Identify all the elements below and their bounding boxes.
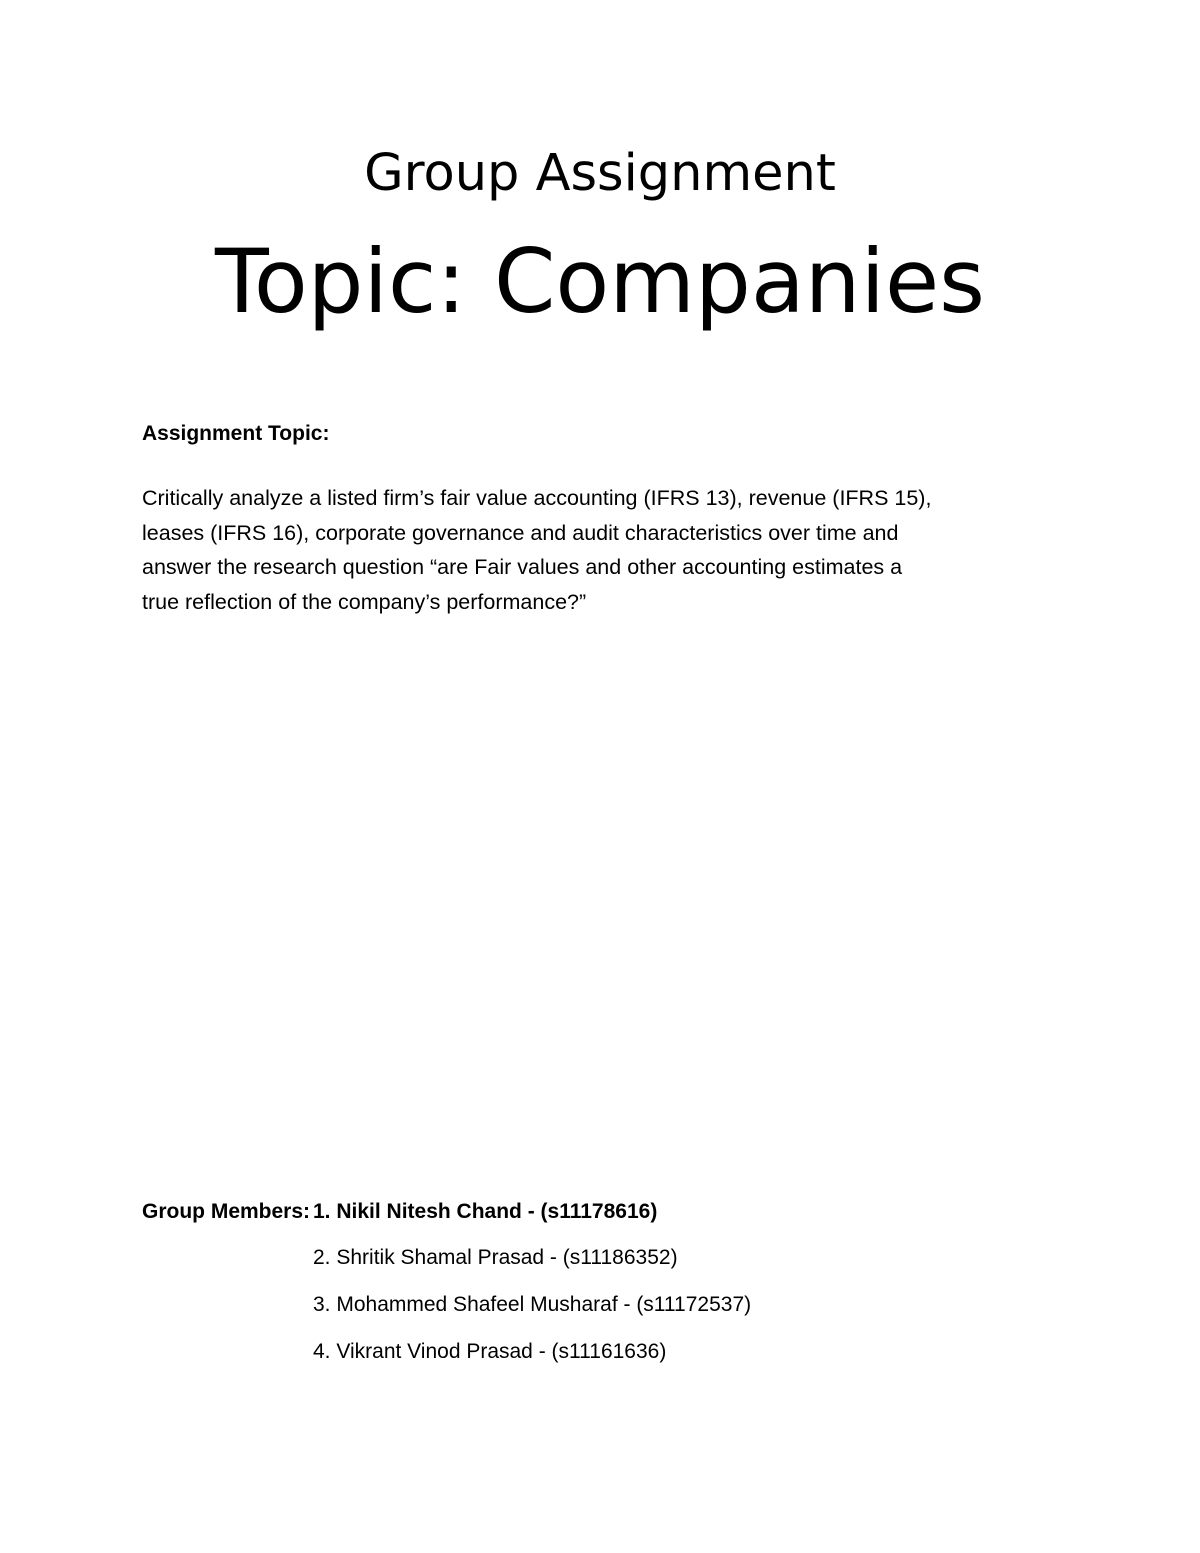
member-entry: 2. Shritik Shamal Prasad - (s11186352) bbox=[313, 1246, 678, 1269]
assignment-topic-paragraph bbox=[142, 481, 1082, 619]
paragraph-line: answer the research question “are Fair values and other accounting estimates a bbox=[142, 555, 903, 579]
assignment-topic-label: Assignment Topic: bbox=[142, 422, 330, 445]
group-member-item bbox=[313, 1244, 678, 1272]
paragraph-line: true reflection of the company’s performance?” bbox=[142, 589, 587, 614]
document-title: Group Assignment bbox=[364, 144, 836, 203]
member-entry: 3. Mohammed Shafeel Musharaf - (s11172537) bbox=[313, 1293, 752, 1316]
document-subtitle: Topic: Companies bbox=[215, 230, 985, 333]
group-member-item bbox=[313, 1291, 751, 1319]
paragraph-line: Critically analyze a listed firm’s fair value accounting (IFRS 13), revenue (IFRS 15), bbox=[142, 486, 932, 510]
group-member-item bbox=[313, 1198, 657, 1226]
paragraph-line: leases (IFRS 16), corporate governance and audit characteristics over time and bbox=[142, 520, 899, 545]
group-member-item bbox=[313, 1338, 666, 1366]
member-entry: 4. Vikrant Vinod Prasad - (s11161636) bbox=[313, 1340, 667, 1363]
group-members-label: Group Members: bbox=[142, 1200, 311, 1223]
member-entry: 1. Nikil Nitesh Chand - (s11178616) bbox=[313, 1200, 658, 1223]
